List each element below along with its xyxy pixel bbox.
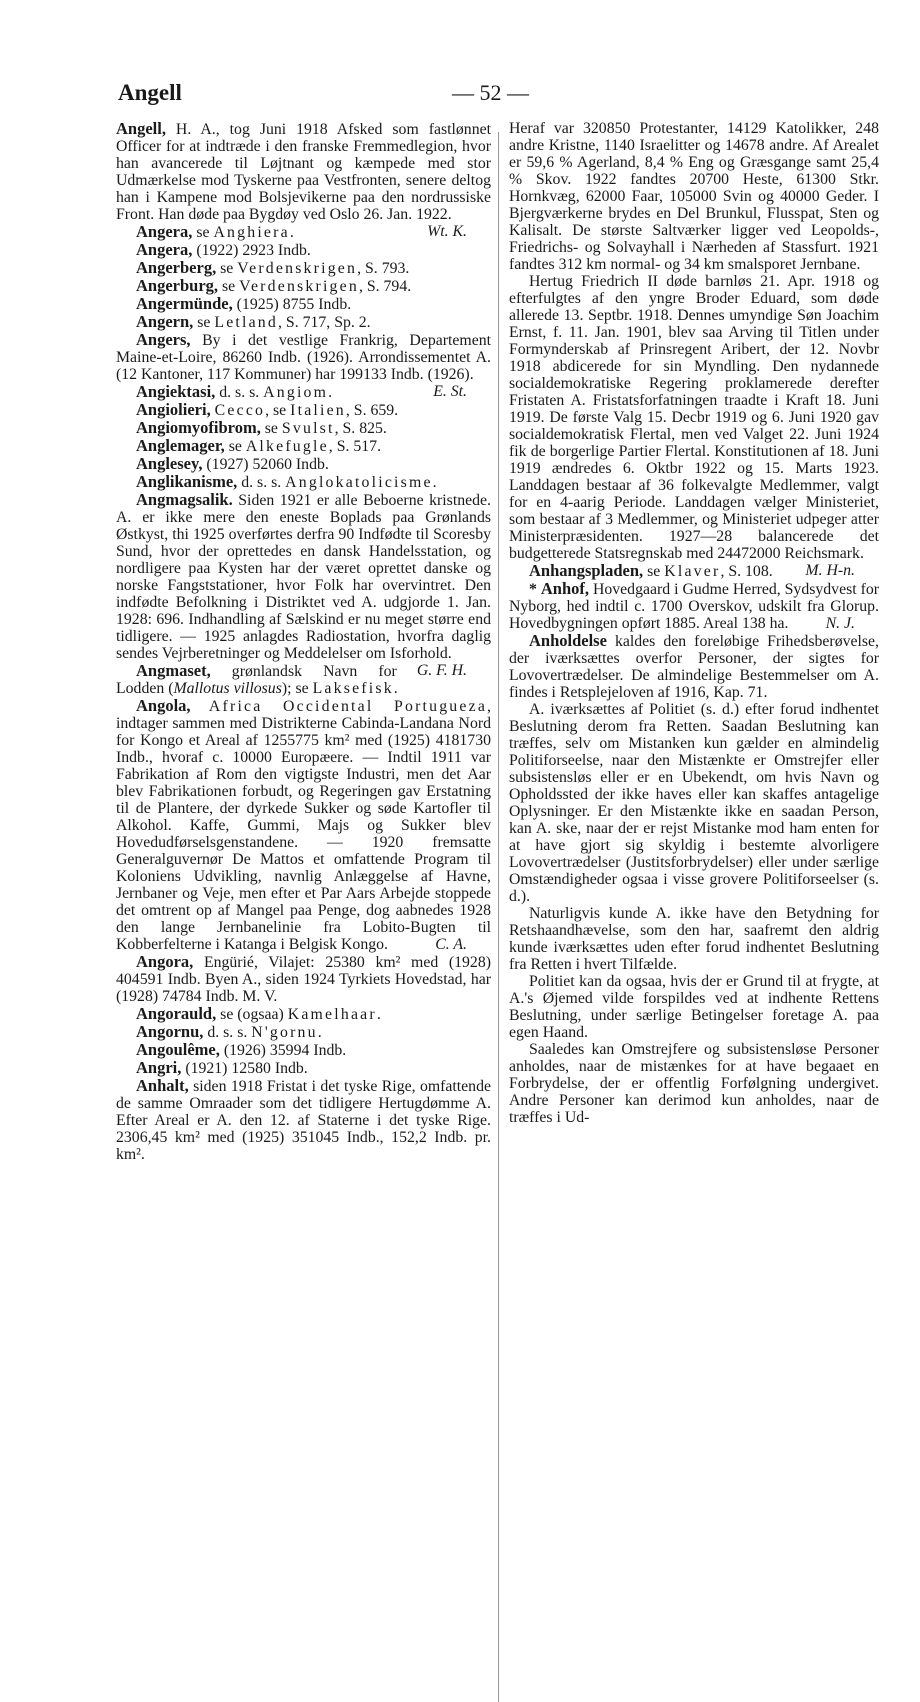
entry-text: d. s. s. <box>237 474 286 491</box>
entry-paragraph <box>509 973 879 1041</box>
entry-text: , S. 825. <box>334 420 387 437</box>
entry-paragraph <box>116 953 491 1005</box>
star-marker: * <box>529 581 541 598</box>
author-signature: M. H-n. <box>805 562 855 579</box>
cross-reference: Alkefugle <box>245 438 329 455</box>
entry-text: A. iværksættes af Politiet (s. d.) efter forud indhentet Beslutning derom fra Retten. Saadan Beslutning kan træffes, selv om Mistanken kun gælder en almindelig Politiforseelse, naar den Mistænkte er Omstrejfer eller subsistensløs eller er en Ubekendt, om hvis Navn og Opholdssted der ikke haves eller kan skaffes antagelige Oplysninger. Er den Mistænkte ikke en saadan Person, kan A. ske, naar der er rejst Mistanke mod ham enten for at have gjort sig skyldig i bestemte alvorligere Lovovertrædelser (Justitsforbrydelser) eller under særlige Omstændigheder ogsaa i visse grovere Politiforseelser (s. d.). <box>509 701 879 905</box>
entry-text: kaldes den foreløbige Frihedsberøvelse, der iværksættes overfor Personer, der sigtes for Lovovertrædelser. De almindelige Bestemmelser om A. findes i Retsplejeloven af 1916, Kap. 71. <box>509 633 879 701</box>
entry-paragraph <box>509 1041 879 1126</box>
entry-text: (1926) 35994 Indb. <box>219 1042 347 1059</box>
entry-headword: Angoulême, <box>136 1040 220 1059</box>
cross-reference: Klaver <box>664 563 721 580</box>
entry-headword: Angola, <box>136 696 191 715</box>
cross-reference: Letland <box>214 314 279 331</box>
author-signature: C. A. <box>435 936 467 953</box>
entry-paragraph <box>116 1005 491 1023</box>
entry-text: grønlandsk Navn for Lodden ( <box>116 663 397 697</box>
latin-name: Mallotus villosus <box>173 680 282 697</box>
entry-text: Siden 1921 er alle Beboerne kristnede. A. er ikke mere den eneste Boplads paa Grønlands Østkyst, thi 1925 overførtes derfra 90 Indfødte til Scoresby Sund, hvor der oprettedes en dansk Handelsstation, og nordligere paa Kysten har der været oprettet danske og norske Fangststationer, hvor Folk har overvintret. Den indfødte Befolkning i Distriktet ved A. udgjorde 1. Jan. 1928: 696. Indhandling af Sælskind er nu meget større end tidligere. — 1925 anlagdes Radiostation, hvorfra daglig sendes Vejrberetninger og Meddelelser om Isforhold. <box>116 492 491 662</box>
entry-paragraph <box>116 1077 491 1163</box>
entry-paragraph <box>116 277 491 295</box>
entry-text: Naturligvis kunde A. ikke have den Betydning for Retshaandhævelse, som den har, saafremt den aldrig kunde iværksættes uden efter forud indhentet Beslutning fra Retten i hvert Tilfælde. <box>509 905 879 973</box>
entry-headword: Anglemager, <box>136 436 225 455</box>
entry-text: se <box>216 260 238 277</box>
entry-headword: Anglesey, <box>136 454 203 473</box>
cross-reference: Kamelhaar <box>287 1006 377 1023</box>
left-column <box>116 120 491 1163</box>
entry-text: se <box>224 438 246 455</box>
cross-reference: Cecco <box>214 402 266 419</box>
entry-text: Hertug Friedrich II døde barnløs 21. Apr. 1918 og efterfulgtes af den yngre Broder Eduard, som døde allerede 13. Septbr. 1918. Dennes umyndige Søn Joachim Ernst, f. 11. Jan. 1901, blev saa Arving til Titlen under Formynderskab af Prinsregent Aribert, der 12. Novbr 1918 abdicerede for sin Myndling. Den nydannede socialdemokratiske Regering proklamerede derefter Fristaten A. Fristatsforfatningen traadte i Kraft 18. Juni 1919. De første Valg 15. Decbr 1919 og 6. Juni 1920 gav socialdemokratisk Flertal, men ved Valget 22. Juni 1924 fik de borgerlige Partier Flertal. Konstitutionen af 18. Juni 1919 ændredes 6. Oktbr 1922 og 15. Marts 1923. Landdagen bestaar af 36 folkevalgte Medlemmer, valgt for en 4-aarig Periode. Landdagen vælger Ministeriet, som bestaar af 3 Medlemmer, og Ministeriet udpeger atter Ministerpræsidenten. 1927—28 balancerede det budgetterede Statsregnskab med 24472000 Reichsmark. <box>509 273 879 562</box>
entry-headword: Anholdelse <box>529 631 607 650</box>
author-signature: N. J. <box>825 615 855 632</box>
entry-text: (1921) 12580 Indb. <box>181 1060 308 1077</box>
entry-text: se <box>193 314 215 331</box>
entry-text: . <box>376 1006 381 1023</box>
entry-paragraph <box>116 259 491 277</box>
entry-text: By i det vestlige Frankrig, Departement Maine-et-Loire, 86260 Indb. (1926). Arrondissementet A. (12 Kantoner, 117 Kommuner) har 199133 Indb. (1926). <box>116 332 491 383</box>
entry-headword: Angora, <box>136 952 194 971</box>
entry-text: . <box>317 1024 322 1041</box>
cross-reference: Verdenskrigen <box>237 260 358 277</box>
entry-headword: Angmaset, <box>136 661 211 680</box>
entry-paragraph <box>116 295 491 313</box>
entry-text: ); se <box>281 680 313 697</box>
header-guide-word: Angell <box>118 80 182 105</box>
entry-paragraph <box>116 455 491 473</box>
author-signature: G. F. H. <box>416 662 467 679</box>
entry-text: d. s. s. <box>215 384 264 401</box>
entry-text: Politiet kan da ogsaa, hvis der er Grund til at frygte, at A.'s Øjemed vilde forspildes ved at indhente Rettens Beslutning, under særlige Betingelser foretage A. paa egen Haand. <box>509 973 879 1041</box>
entry-text: . <box>328 384 333 401</box>
entry-headword: Angiomyofibrom, <box>136 418 261 437</box>
entry-headword: Anhalt, <box>136 1076 189 1095</box>
cross-reference: Africa Occidental Portugueza <box>208 698 488 715</box>
entry-text: , S. 108. <box>720 563 773 580</box>
entry-text <box>191 698 209 715</box>
entry-paragraph <box>116 473 491 491</box>
entry-text: . <box>432 474 437 491</box>
entry-headword: Angiolieri, <box>136 400 211 419</box>
entry-paragraph <box>116 419 491 437</box>
entry-text: , indtager sammen med Distrikterne Cabinda-Landana Nord for Kongo et Areal af 1255775 km² med (1925) 4181730 Indb., hvoraf c. 10000 Europæere. — Indtil 1911 var Fabrikation af Rom den vigtigste Industri, men det Aar blev Fabrikationen forbudt, og Regeringen gav Erstatning til de Plantere, der dyrkede Sukker og søde Kartofler til Alkohol. Kaffe, Gummi, Majs og Sukker blev Hovedudførselsgenstandene. — 1920 fremsatte Generalguvernør De Mattos et omfattende Program til Koloniens Udvikling, navnlig Anlæggelse af Havne, Jernbaner og Veje, men efter et Par Aars Arbejde stoppede det omtrent op af Mangel paa Penge, dog aabnedes 1928 den lange Jernbanelinie fra Lobito-Bugten til Kobberfelterne i Katanga i Belgisk Kongo. <box>116 698 491 953</box>
entry-text: . <box>289 224 294 241</box>
entry-paragraph <box>116 697 491 953</box>
entry-paragraph <box>116 1059 491 1077</box>
entry-headword: Anglikanisme, <box>136 472 238 491</box>
entry-text: , se <box>265 402 291 419</box>
entry-text: , S. 793. <box>357 260 410 277</box>
page-header <box>118 80 888 114</box>
cross-reference: Angiom <box>263 384 329 401</box>
entry-text: se <box>218 278 240 295</box>
entry-headword: Angera, <box>136 240 193 259</box>
entry-text: , S. 794. <box>358 278 412 295</box>
entry-text: se <box>192 224 214 241</box>
entry-text: se (ogsaa) <box>216 1006 288 1023</box>
entry-headword: Angorauld, <box>136 1004 217 1023</box>
entry-paragraph <box>116 1041 491 1059</box>
cross-reference: Laksefisk <box>312 680 394 697</box>
entry-headword: Angri, <box>136 1058 182 1077</box>
page-number: — 52 — <box>452 80 529 105</box>
cross-reference: Italien <box>290 402 346 419</box>
entry-headword: Angerburg, <box>136 276 219 295</box>
entry-paragraph <box>509 701 879 905</box>
entry-headword: Anhof, <box>540 579 589 598</box>
entry-paragraph <box>509 905 879 973</box>
entry-text: (1927) 52060 Indb. <box>202 456 329 473</box>
entry-headword: Angerberg, <box>136 258 217 277</box>
entry-headword: Anhangspladen, <box>529 561 644 580</box>
entry-text: , S. 517. <box>328 438 382 455</box>
entry-paragraph <box>116 313 491 331</box>
author-signature: E. St. <box>433 383 467 400</box>
cross-reference: N'gornu <box>251 1024 318 1041</box>
entry-paragraph <box>116 437 491 455</box>
entry-headword: Angers, <box>136 330 191 349</box>
entry-text: se <box>643 563 665 580</box>
entry-text: Saaledes kan Omstrejfere og subsistensløse Personer anholdes, naar de mistænkes for at have begaaet en Forbrydelse, der er offentlig Forfølgning undergivet. Andre Personer kan derimod kun anholdes, naar de træffes i Ud- <box>509 1041 879 1126</box>
right-column <box>509 120 879 1126</box>
cross-reference: Verdenskrigen <box>239 278 359 295</box>
entry-paragraph <box>116 401 491 419</box>
entry-headword: Angern, <box>136 312 194 331</box>
cross-reference: Anglokatolicisme <box>285 474 433 491</box>
entry-paragraph <box>509 580 879 632</box>
entry-text: H. A., tog Juni 1918 Afsked som fastlønnet Officer for at indtræde i den franske Fremmedlegion, hvor han avancerede til Løjtnant og kæmpede med stor Udmærkelse mod Tyskerne paa Vestfronten, senere deltog han i Kampene mod Bolsjevikerne paa den nordrussiske Front. Han døde paa Bygdøy ved Oslo 26. Jan. 1922. <box>116 121 491 223</box>
entry-text: se <box>260 420 282 437</box>
entry-headword: Angornu, <box>136 1022 204 1041</box>
entry-text: (1922) 2923 Indb. <box>192 242 311 259</box>
entry-headword: Angiektasi, <box>136 382 216 401</box>
entry-paragraph <box>116 241 491 259</box>
entry-headword: Angmagsalik. <box>136 490 233 509</box>
entry-text: Hovedgaard i Gudme Herred, Sydsydvest for Nyborg, hed indtil c. 1700 Overskov, udskilt fra Glorup. Hovedbygningen opført 1885. Areal 138 ha. <box>509 581 879 632</box>
entry-headword: Angermünde, <box>136 294 233 313</box>
entry-text: , S. 659. <box>345 402 399 419</box>
cross-reference: Svulst <box>281 420 335 437</box>
column-divider <box>498 132 499 1702</box>
author-signature: Wt. K. <box>427 223 467 240</box>
entry-text: (1925) 8755 Indb. <box>232 296 352 313</box>
entry-text: d. s. s. <box>203 1024 252 1041</box>
entry-text: . <box>393 680 398 697</box>
entry-text: Engürié, Vilajet: 25380 km² med (1928) 404591 Indb. Byen A., siden 1924 Tyrkiets Hovedstad, har (1928) 74784 Indb. M. V. <box>116 954 491 1005</box>
entry-headword: Angera, <box>136 222 193 241</box>
entry-text: , S. 717, Sp. 2. <box>278 314 371 331</box>
entry-headword: Angell, <box>116 119 166 138</box>
entry-paragraph <box>116 1023 491 1041</box>
entry-paragraph <box>509 120 879 273</box>
entry-text: Heraf var 320850 Protestanter, 14129 Katolikker, 248 andre Kristne, 1140 Israelitter og 14678 andre. Af Arealet er 59,6 % Agerland, 8,4 % Eng og Græsgange samt 25,4 % Skov. 1922 fandtes 20700 Heste, 61300 Stkr. Hornkvæg, 62000 Faar, 105000 Svin og 40000 Geder. I Bjergværkerne brydes en Del Brunkul, Flusspat, Sten og Kalisalt. De største Saltværker ligger ved Leopolds-, Friedrichs- og Solvayhall i Nærheden af Stassfurt. 1921 fandtes 312 km normal- og 34 km smalsporet Jernbane. <box>509 120 879 273</box>
cross-reference: Anghiera <box>213 224 290 241</box>
entry-paragraph <box>509 632 879 701</box>
entry-text: siden 1918 Fristat i det tyske Rige, omfattende de samme Omraader som det tidligere Hertugdømme A. Efter Areal er A. den 12. af Staterne i det tyske Rige. 2306,45 km² med (1925) 351045 Indb., 152,2 Indb. pr. km². <box>116 1078 491 1163</box>
